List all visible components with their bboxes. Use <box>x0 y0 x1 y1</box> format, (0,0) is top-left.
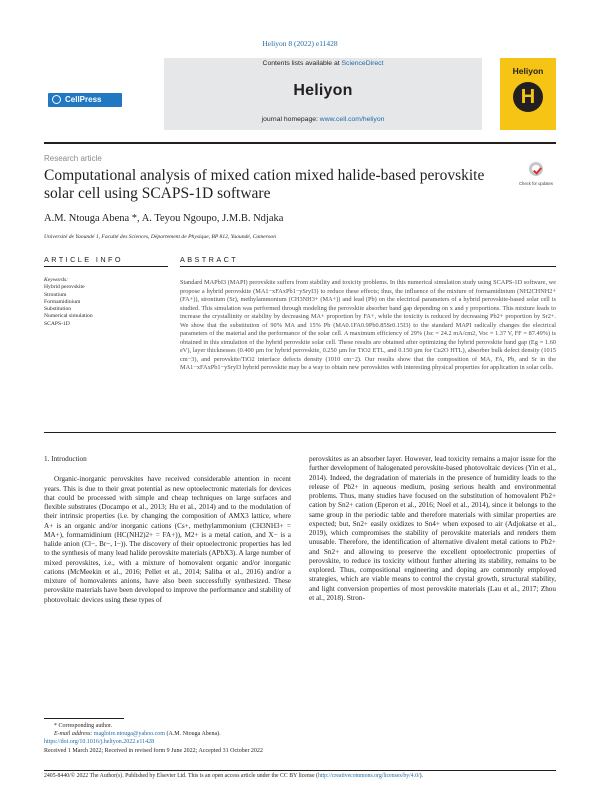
cellpress-mark-icon <box>52 95 61 104</box>
sciencedirect-link[interactable]: ScienceDirect <box>341 60 384 67</box>
corresponding-note: * Corresponding author. <box>54 723 113 729</box>
journal-reference[interactable]: Heliyon 8 (2022) e11428 <box>262 39 338 48</box>
abstract-rule <box>180 266 556 267</box>
abstract-heading: ABSTRACT <box>180 255 239 264</box>
introduction-heading: 1. Introduction <box>44 455 87 463</box>
keyword-item: Hybrid perovskite <box>44 284 85 291</box>
journal-homepage <box>164 116 482 123</box>
contents-line <box>164 60 482 67</box>
email-note <box>44 730 556 738</box>
journal-header <box>44 58 556 138</box>
author-list: A.M. Ntouga Abena *, A. Teyou Ngoupo, J.M.B. Ndjaka <box>44 213 284 224</box>
keyword-item: Substitution <box>44 306 72 313</box>
email-suffix: (A.M. Ntouga Abena). <box>164 731 221 738</box>
article-type: Research article <box>44 154 102 163</box>
body-column-left <box>44 455 291 605</box>
keywords-block <box>44 277 170 328</box>
email-label: E-mail address: <box>54 731 94 738</box>
header-rule <box>44 142 556 144</box>
received-dates: Received 1 March 2022; Received in revised form 9 June 2022; Accepted 31 October 2022 <box>44 747 263 754</box>
email-link[interactable]: magloire.ntouga@yahoo.com <box>93 731 165 738</box>
cover-logo-icon: H <box>513 82 543 112</box>
license-end: ). <box>419 773 424 779</box>
homepage-link[interactable]: www.cell.com/heliyon <box>319 116 385 123</box>
check-updates-label: Check for updates <box>519 181 553 186</box>
keywords-title: Keywords: <box>44 277 69 283</box>
abstract-text: Standard MAPbI3 (MAPI) perovskite suffers from stability and toxicity problems. In this numerical simulation study using SCAPS-1D software, we propose a hybrid perovskite (MA1−xFAxPb1−ySryI3) to reduce these effects; thus, the influence of the mixture of formamidinium (NH2CHNH2+ (FA+)), strontium (Sr), methylammonium (CH3NH3+ (MA+)) and lead (Pb) on the electrical parameters of a hybrid perovskite-based solar cell is studied. This simulation was performed through modeling the perovskite absorber band gap depending on x and y proportions. This mixture leads to increase the crystallinity or stability by decreasing MA+ proportion by FA+, while the toxicity is reduced by decreasing Pb2+ proportion by Sr2+. We show that the substitution of 90% MA and 15% Pb (MA0.1FA0.9Pb0.85Sr0.15I3) to the standard MAPI radically changes the electrical parameters of the material and the performance of the solar cell. A maximum efficiency of 29% (Jsc = 24.2 mA/cm2, Voc = 1.37 V, FF = 87.49%) is obtained in this simulation of the hybrid perovskite solar cell. These results are obtained after optimizing the hybrid perovskite band gap (Eg = 1.60 eV), layer thicknesses (0.400 µm for hybrid perovskite, 0.250 µm for TiO2 ETL, and 0.150 µm for Cu2O HTL), absorber bulk defect density (1015 cm−3), and perovskite/TiO2 interface defects density (1010 cm−2). Our results show that the composition of MA, FA, Pb, and Sr in the MA1−xFAxPb1−ySryI3 hybrid perovskite may be a way to obtain new perovskites with interesting physical properties for application in solar cells. <box>180 279 556 371</box>
footnotes <box>44 722 556 755</box>
introduction-paragraph-continued: perovskites as an absorber layer. However, lead toxicity remains a major issue for the further development of halogenated perovskite-based photovoltaic devices (Yin et al., 2014). Indeed, the degradation of materials in the presence of humidity leads to the release of Pb2+ in aqueous medium, posing serious health and environmental problems. Thus, many studies have focused on the substitution of homovalent Pb2+ cation by Sn2+ cation (Eperon et al., 2016; Noel et al., 2014), since it belongs to the same group in the periodic table and therefore materials with similar properties are expected; but, Sn2+ easily oxidizes to Sn4+ when exposed to air (Adjokatse et al., 2019), which compromises the stability of perovskite materials and renders them unusable. Therefore, the identification of alternative divalent metal cations to Pb2+ and Sn2+ and allowing to preserve the excellent optoelectronic properties of perovskite, to reduce its toxicity without further altering its stability, remains to be explored. Thus, compositional engineering and doping are commonly employed strategies, which are viable means to control the crystal growth, structural stability, and light conversion properties of most perovskite materials (Lau et al., 2017; Zhou et al., 2018). Stron- <box>309 455 556 602</box>
journal-title: Heliyon <box>293 82 353 99</box>
footnote-rule <box>44 718 124 719</box>
keyword-item: Formamidinium <box>44 298 81 305</box>
keyword-item: SCAPS-1D <box>44 320 70 327</box>
license-text: 2405-8440/© 2022 The Author(s). Published by Elsevier Ltd. This is an open access article under the CC BY license ( <box>44 773 318 779</box>
body-column-right <box>309 455 556 603</box>
article-title: Computational analysis of mixed cation mixed halide-based perovskite solar cell using SCAPS-1D software <box>44 167 485 202</box>
keyword-item: Strontium <box>44 291 67 298</box>
cellpress-logo[interactable] <box>48 93 122 107</box>
cellpress-logo-text: CellPress <box>65 95 102 104</box>
homepage-prefix: journal homepage: <box>261 116 320 123</box>
contents-prefix: Contents lists available at <box>262 60 342 67</box>
article-info-heading: ARTICLE INFO <box>44 255 123 264</box>
article-info-rule <box>44 266 168 267</box>
cover-title: Heliyon <box>512 66 544 76</box>
affiliation: Université de Yaoundé 1, Faculté des Sciences, Département de Physique, BP 812, Yaoundé, Cameroon <box>44 234 276 240</box>
abstract-end-rule <box>44 432 556 433</box>
doi-link[interactable]: https://doi.org/10.1016/j.heliyon.2022.e11428 <box>44 739 155 746</box>
license-link[interactable]: http://creativecommons.org/licenses/by/4.0/ <box>317 773 420 779</box>
license-rule <box>44 770 556 771</box>
journal-cover[interactable] <box>500 58 556 130</box>
keyword-item: Numerical simulation <box>44 313 93 320</box>
license-line <box>44 773 556 779</box>
introduction-paragraph: Organic-inorganic perovskites have received considerable attention in recent years. This is due to their great potential as new optoelectronic materials for devices that could be processed with simple and cheap techniques on large surfaces and flexible substrates (Docampo et al., 2013; Hu et al., 2014) and to the modulation of their intrinsic properties (i.e. by changing the composition of AMX3 lattice, where A+ is an organic and/or inorganic cations (Cs+, methylammonium (CH3NH3+ = MA+), formamidinium (HC(NH2)2+ = FA+)), M2+ is a metal cation, and X− is a halide anion (Cl−, Br−, I−)). The discovery of their optoelectronic properties has led to the synthesis of many lead halide perovskite materials (APbX3). A large number of mixed perovskites, i.e., with a mixture of homovalent organic and/or inorganic cations (McMeekin et al., 2016; Pellet et al., 2014; Saliba et al., 2016) and/or a mixture of homovalents anions, have also been successfully synthesized. These perovskite materials have been developed to improve the performance and stability of photovoltaic devices using these types of <box>44 475 291 604</box>
check-updates-badge[interactable] <box>519 162 553 186</box>
check-updates-icon <box>529 162 543 176</box>
